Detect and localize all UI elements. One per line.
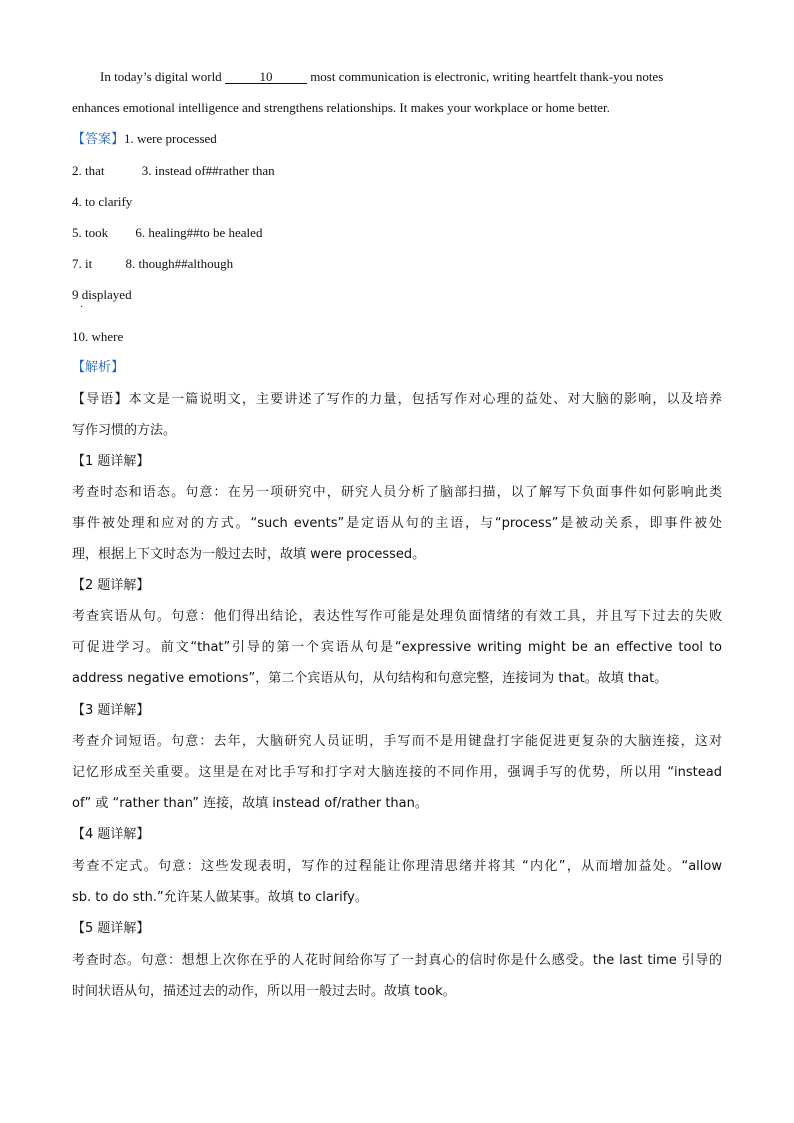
detail-heading-2: 【2 题详解】 — [72, 578, 150, 593]
detail-2-line-3: address negative emotions”，第二个宾语从句，从句结构和句意完整，连接词为 that。故填 that。 — [72, 671, 668, 686]
detail-2-line-1: 考查宾语从句。句意：他们得出结论，表达性写作可能是处理负面情绪的有效工具，并且写下过去的失败 — [72, 609, 722, 624]
answer-line-1 — [72, 131, 217, 148]
answer-item: 3. instead of##rather than — [141, 163, 275, 178]
detail-2-line-2: 可促进学习。前文“that”引导的第一个宾语从句是“expressive writing might be an effective tool to — [72, 640, 722, 655]
detail-4-line-1: 考查不定式。句意：这些发现表明，写作的过程能让你理清思绪并将其 “内化”，从而增加益处。“allow — [72, 859, 722, 874]
answer-item: 6. healing##to be healed — [135, 225, 263, 240]
answer-line-5 — [72, 256, 233, 272]
answer-item: 4. to clarify — [72, 194, 133, 209]
answer-item: 2. that — [72, 163, 105, 178]
detail-3-line-1: 考查介词短语。句意：去年，大脑研究人员证明，手写而不是用键盘打字能促进更复杂的大脑连接，这对 — [72, 734, 722, 749]
detail-1-line-3: 理，根据上下文时态为一般过去时，故填 were processed。 — [72, 547, 426, 562]
intro-line-1 — [100, 69, 663, 85]
stray-dot: · — [80, 302, 84, 313]
answer-item: 5. took — [72, 225, 109, 240]
answer-label: 【答案】 — [72, 132, 125, 147]
intro-text-part2: most communication is electronic, writing heartfelt thank-you notes — [306, 69, 664, 84]
detail-5-line-2: 时间状语从句，描述过去的动作，所以用一般过去时。故填 took。 — [72, 984, 456, 999]
detail-5-line-1: 考查时态。句意：想想上次你在乎的人花时间给你写了一封真心的信时你是什么感受。the last time 引导的 — [72, 953, 722, 968]
detail-heading-1: 【1 题详解】 — [72, 454, 150, 469]
detail-1-line-2: 事件被处理和应对的方式。“such events”是定语从句的主语，与“process”是被动关系，即事件被处 — [72, 516, 722, 531]
answer-item: 8. though##although — [125, 256, 234, 271]
detail-3-line-3: of” 或 “rather than” 连接，故填 instead of/rather than。 — [72, 796, 428, 811]
answer-item: 7. it — [72, 256, 93, 271]
detail-heading-4: 【4 题详解】 — [72, 827, 150, 842]
answer-item: 9 displayed — [72, 287, 132, 302]
detail-1-line-1: 考查时态和语态。句意：在另一项研究中，研究人员分析了脑部扫描，以了解写下负面事件如何影响此类 — [72, 485, 722, 500]
answer-line-4 — [72, 225, 262, 241]
detail-3-line-2: 记忆形成至关重要。这里是在对比手写和打字对大脑连接的不同作用，强调手写的优势，所以用 “instead — [72, 765, 722, 780]
analysis-label: 【解析】 — [72, 360, 125, 375]
detail-heading-3: 【3 题详解】 — [72, 703, 150, 718]
detail-4-line-2: sb. to do sth.”允许某人做某事。故填 to clarify。 — [72, 890, 368, 905]
detail-heading-5: 【5 题详解】 — [72, 921, 150, 936]
intro-line-2: enhances emotional intelligence and strengthens relationships. It makes your workplace or home better. — [72, 100, 610, 115]
answer-line-2 — [72, 163, 275, 179]
answer-line-6 — [72, 287, 132, 303]
blank-10: 10 — [225, 70, 307, 84]
intro-text-part1: In today’s digital world — [100, 69, 225, 84]
answer-item: 10. where — [72, 329, 124, 344]
guide-line-1: 【导语】本文是一篇说明文，主要讲述了写作的力量，包括写作对心理的益处、对大脑的影响，以及培养 — [72, 392, 722, 407]
answer-line-3 — [72, 194, 132, 210]
answer-line-7 — [72, 329, 123, 345]
guide-line-2: 写作习惯的方法。 — [72, 423, 177, 438]
answer-item: 1. were processed — [124, 131, 217, 146]
